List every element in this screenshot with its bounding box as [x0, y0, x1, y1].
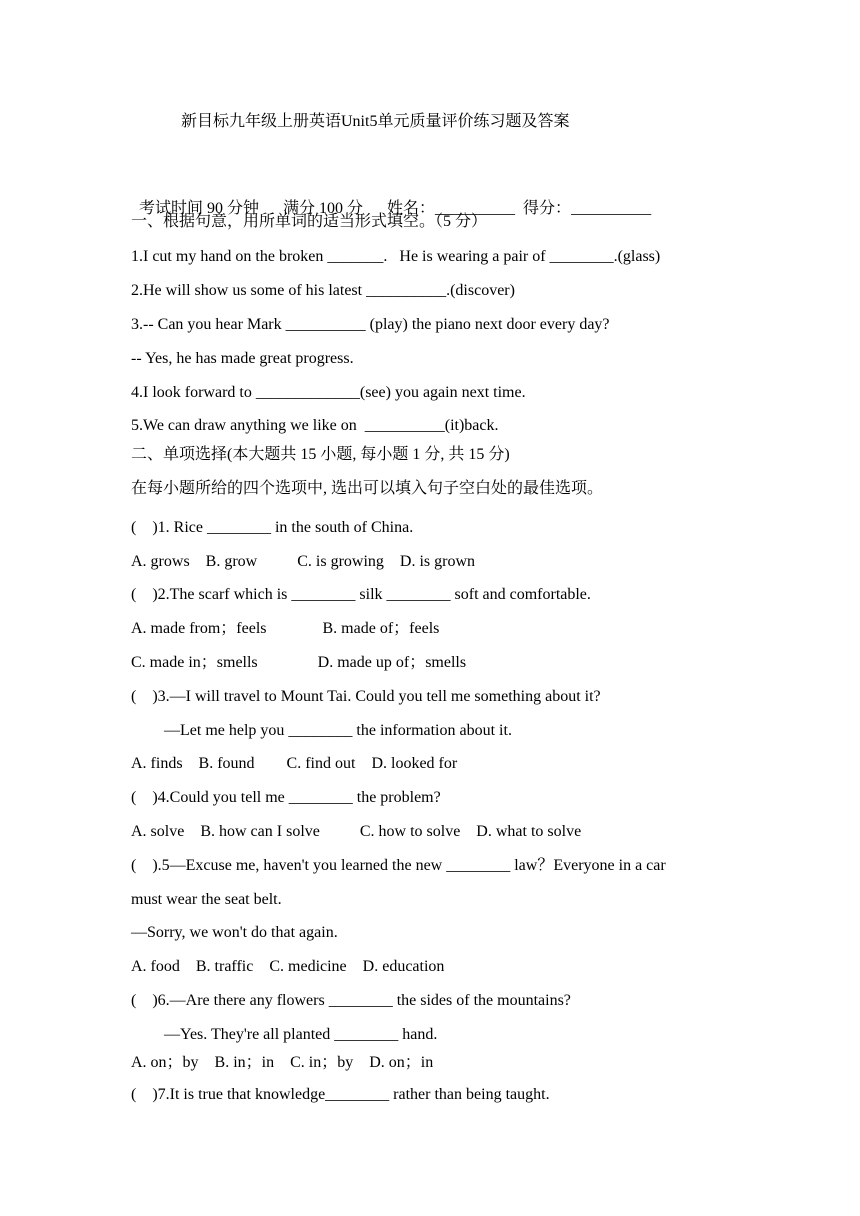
question-1-options: A. grows B. grow C. is growing D. is grown [131, 553, 475, 570]
score-label: 得分： [523, 200, 572, 217]
question-6: ( )6.—Are there any flowers ________ the sides of the mountains? [131, 992, 571, 1009]
section1-item-5: 5.We can draw anything we like on __________(it)back. [131, 417, 499, 434]
section1-item-3-answer: -- Yes, he has made great progress. [131, 350, 354, 367]
question-5-reply: —Sorry, we won't do that again. [131, 924, 338, 941]
question-3-options: A. finds B. found C. find out D. looked for [131, 755, 458, 772]
section1-item-3: 3.-- Can you hear Mark __________ (play) the piano next door every day? [131, 316, 610, 333]
question-2-options-ab: A. made from；feels B. made of；feels [131, 620, 440, 637]
section1-heading: 一、根据句意，用所单词的适当形式填空。（5 分） [131, 213, 488, 230]
name-label: 姓名： [387, 200, 436, 217]
question-6-options: A. on；by B. in；in C. in；by D. on；in [131, 1054, 434, 1071]
section2-instruction: 在每小题所给的四个选项中, 选出可以填入句子空白处的最佳选项。 [131, 480, 604, 497]
document-title: 新目标九年级上册英语Unit5单元质量评价练习题及答案 [181, 113, 570, 130]
question-5-options: A. food B. traffic C. medicine D. education [131, 958, 445, 975]
question-4: ( )4.Could you tell me ________ the problem? [131, 789, 441, 806]
question-3: ( )3.—I will travel to Mount Tai. Could you tell me something about it? [131, 688, 601, 705]
section1-item-1: 1.I cut my hand on the broken _______. He is wearing a pair of ________.(glass) [131, 248, 661, 265]
question-7: ( )7.It is true that knowledge________ rather than being taught. [131, 1086, 550, 1103]
question-5-continued: must wear the seat belt. [131, 891, 282, 908]
section1-item-4: 4.I look forward to _____________(see) you again next time. [131, 384, 526, 401]
exam-full-score: 满分 100 分 [283, 200, 364, 217]
question-5: ( ).5—Excuse me, haven't you learned the new ________ law？Everyone in a car [131, 857, 666, 874]
question-2-options-cd: C. made in；smells D. made up of；smells [131, 654, 467, 671]
question-6-reply: —Yes. They're all planted ________ hand. [164, 1026, 438, 1043]
score-blank: __________ [571, 200, 652, 217]
exam-time: 考试时间 90 分钟 [139, 200, 260, 217]
question-2: ( )2.The scarf which is ________ silk ________ soft and comfortable. [131, 586, 591, 603]
name-blank: __________ [435, 200, 516, 217]
section1-item-2: 2.He will show us some of his latest __________.(discover) [131, 282, 515, 299]
section2-heading: 二、单项选择(本大题共 15 小题, 每小题 1 分, 共 15 分) [131, 446, 510, 463]
question-3-reply: —Let me help you ________ the information about it. [164, 722, 512, 739]
question-4-options: A. solve B. how can I solve C. how to solve D. what to solve [131, 823, 582, 840]
question-1: ( )1. Rice ________ in the south of China. [131, 519, 414, 536]
